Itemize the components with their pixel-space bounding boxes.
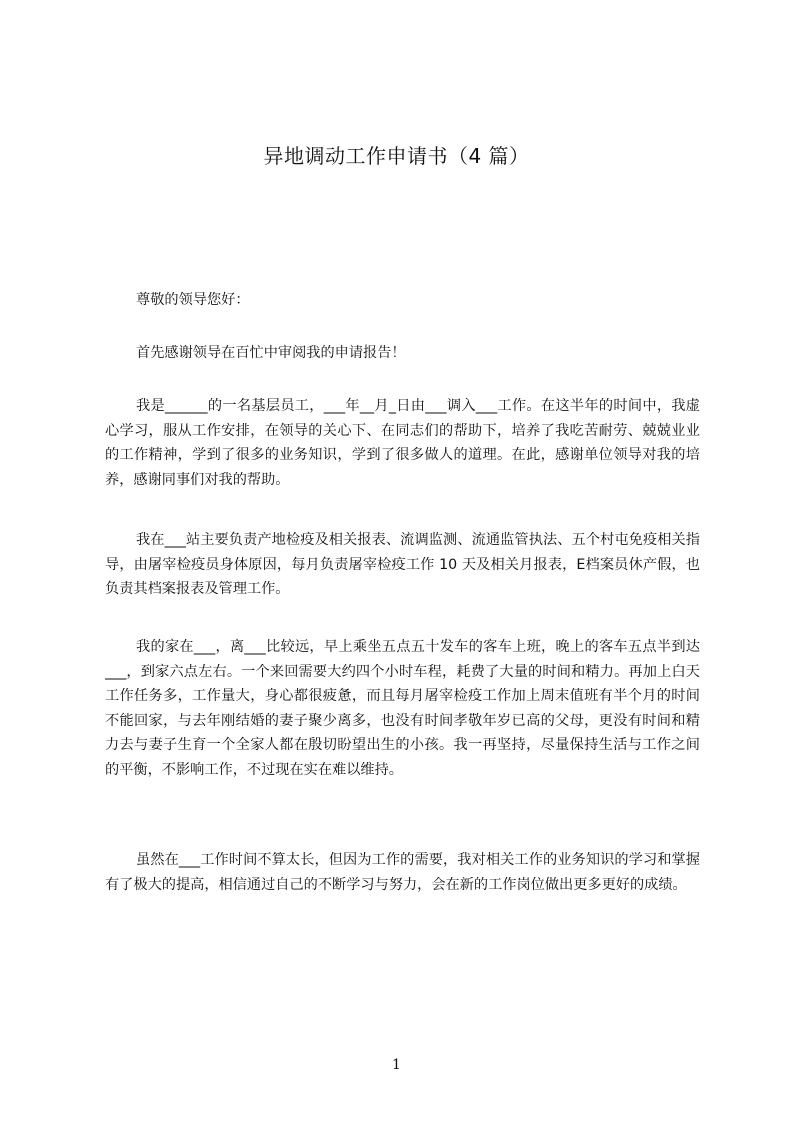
paragraph-responsibilities: 我在___站主要负责产地检疫及相关报表、流调监测、流通监管执法、五个村屯免疫相关指导，由屠宰检疫员身体原因，每月负责屠宰检疫工作 10 天及相关月报表，E档案员休产假，也负责其档案报表及管理工作。: [105, 532, 700, 597]
paragraph-introduction: 我是______的一名基层员工，___年__月_日由___调入___工作。在这半年的时间中，我虚心学习，服从工作安排，在领导的关心下、在同志们的帮助下，培养了我吃苦耐劳、兢兢业业的工作精神，学到了很多的业务知识，学到了很多做人的道理。在此，感谢单位领导对我的培养，感谢同事们对我的帮助。: [105, 398, 700, 488]
paragraph-family-distance: 我的家在___，离___比较远，早上乘坐五点五十发车的客车上班，晚上的客车五点半到达___，到家六点左右。一个来回需要大约四个小时车程，耗费了大量的时间和精力。再加上白天工作任务多，工作量大，身心都很疲惫，而且每月屠宰检疫工作加上周末值班有半个月的时间不能回家，与去年刚结婚的妻子聚少离多，也没有时间孝敬年岁已高的父母，更没有时间和精力去与妻子生育一个全家人都在殷切盼望出生的小孩。我一再坚持，尽量保持生活与工作之间的平衡，不影响工作，不过现在实在难以维持。: [105, 639, 700, 778]
salutation: 尊敬的领导您好：: [136, 292, 250, 308]
page-number: 1: [392, 1057, 401, 1073]
paragraph-conclusion: 虽然在___工作时间不算太长，但因为工作的需要，我对相关工作的业务知识的学习和掌握有了极大的提高，相信通过自己的不断学习与努力，会在新的工作岗位做出更多更好的成绩。: [105, 852, 700, 893]
document-title: 异地调动工作申请书（4 篇）: [263, 144, 530, 168]
paragraph-thanks: 首先感谢领导在百忙中审阅我的申请报告！: [136, 345, 406, 361]
